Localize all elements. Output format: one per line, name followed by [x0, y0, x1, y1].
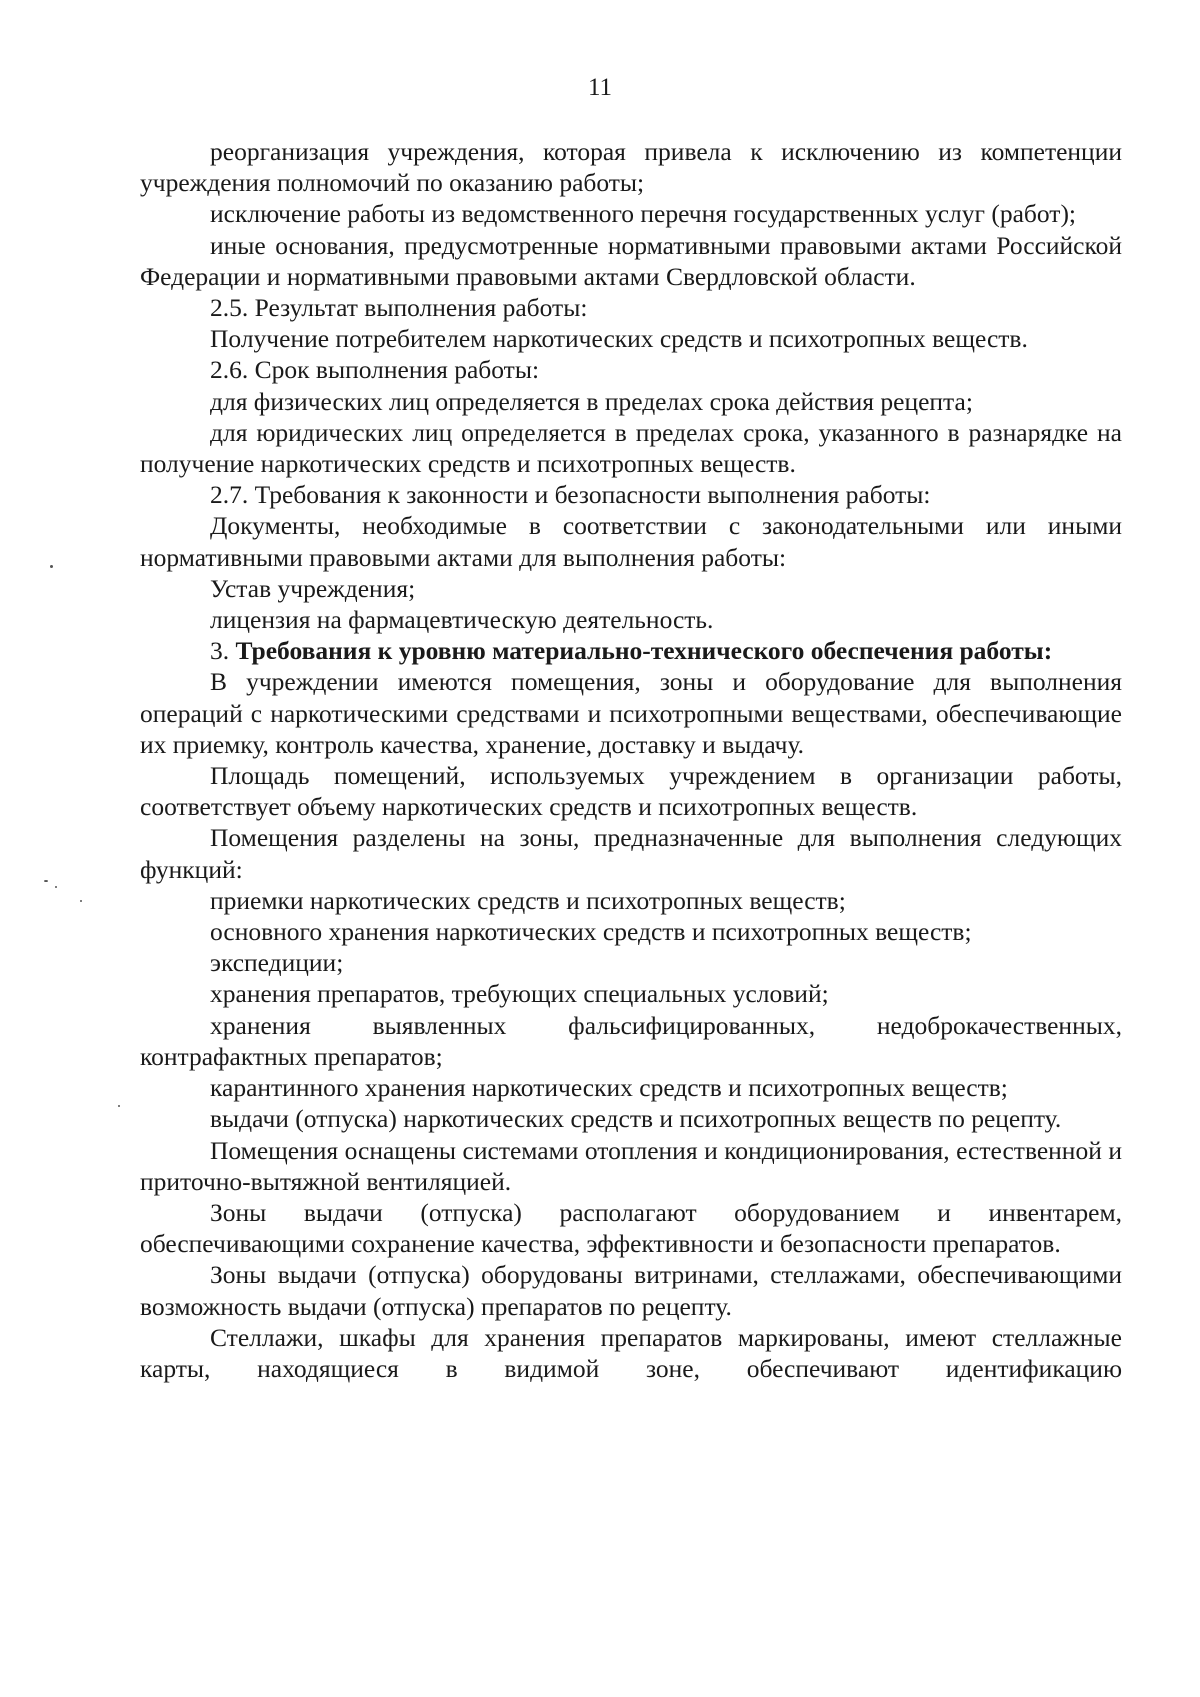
document-body	[140, 136, 1122, 1384]
paragraph: Получение потребителем наркотических средств и психотропных веществ.	[210, 324, 1028, 354]
paragraph: для физических лиц определяется в пределах срока действия рецепта;	[210, 386, 973, 416]
paragraph: иные основания, предусмотренные нормативными правовыми актами Российской Федерации и нормативными правовыми актами Свердловской области.	[140, 230, 1122, 291]
page-number: 11	[587, 74, 613, 101]
section-title: Требования к уровню материально-технического обеспечения работы:	[235, 636, 1053, 666]
scan-speck	[44, 880, 48, 882]
paragraph: Зоны выдачи (отпуска) оборудованы витринами, стеллажами, обеспечивающими возможность выдачи (отпуска) препаратов по рецепту.	[140, 1260, 1122, 1321]
section-heading	[140, 635, 1122, 666]
scan-speck	[50, 565, 53, 568]
paragraph: хранения выявленных фальсифицированных, недоброкачественных, контрафактных препаратов;	[140, 1010, 1122, 1071]
scan-speck	[80, 900, 82, 902]
paragraph: исключение работы из ведомственного перечня государственных услуг (работ);	[210, 199, 1077, 229]
paragraph: Площадь помещений, используемых учреждением в организации работы, соответствует объему наркотических средств и психотропных веществ.	[140, 761, 1122, 822]
paragraph: выдачи (отпуска) наркотических средств и психотропных веществ по рецепту.	[210, 1104, 1062, 1134]
paragraph: 2.7. Требования к законности и безопасности выполнения работы:	[210, 480, 931, 510]
paragraph: Документы, необходимые в соответствии с законодательными или иными нормативными правовыми актами для выполнения работы:	[140, 511, 1122, 572]
paragraph: лицензия на фармацевтическую деятельность.	[210, 605, 714, 635]
paragraph: для юридических лиц определяется в пределах срока, указанного в разнарядке на получение наркотических средств и психотропных веществ.	[140, 417, 1122, 479]
scan-speck	[55, 886, 57, 888]
paragraph: хранения препаратов, требующих специальных условий;	[210, 979, 829, 1009]
section-number: 3.	[210, 636, 230, 666]
paragraph: Помещения разделены на зоны, предназначенные для выполнения следующих функций:	[140, 823, 1122, 884]
paragraph: реорганизация учреждения, которая привела к исключению из компетенции учреждения полномочий по оказанию работы;	[140, 137, 1122, 198]
paragraph: 2.5. Результат выполнения работы:	[210, 293, 588, 323]
paragraph: Помещения оснащены системами отопления и кондиционирования, естественной и приточно-вытяжной вентиляцией.	[140, 1135, 1122, 1196]
paragraph: приемки наркотических средств и психотропных веществ;	[210, 885, 846, 915]
paragraph: Стеллажи, шкафы для хранения препаратов маркированы, имеют стеллажные карты, находящиеся в видимой зоне, обеспечивают идентификацию	[140, 1322, 1122, 1383]
paragraph: В учреждении имеются помещения, зоны и оборудование для выполнения операций с наркотическими средствами и психотропными веществами, обеспечивающие их приемку, контроль качества, хранение, доставку и выдачу.	[140, 667, 1122, 759]
paragraph: Зоны выдачи (отпуска) располагают оборудованием и инвентарем, обеспечивающими сохранение качества, эффективности и безопасности препаратов.	[140, 1197, 1122, 1259]
paragraph: карантинного хранения наркотических средств и психотропных веществ;	[210, 1073, 1008, 1103]
paragraph: 2.6. Срок выполнения работы:	[210, 355, 540, 385]
paragraph: экспедиции;	[210, 948, 344, 978]
scan-speck	[118, 1105, 120, 1107]
paragraph: Устав учреждения;	[210, 573, 416, 603]
paragraph: основного хранения наркотических средств и психотропных веществ;	[210, 917, 972, 947]
